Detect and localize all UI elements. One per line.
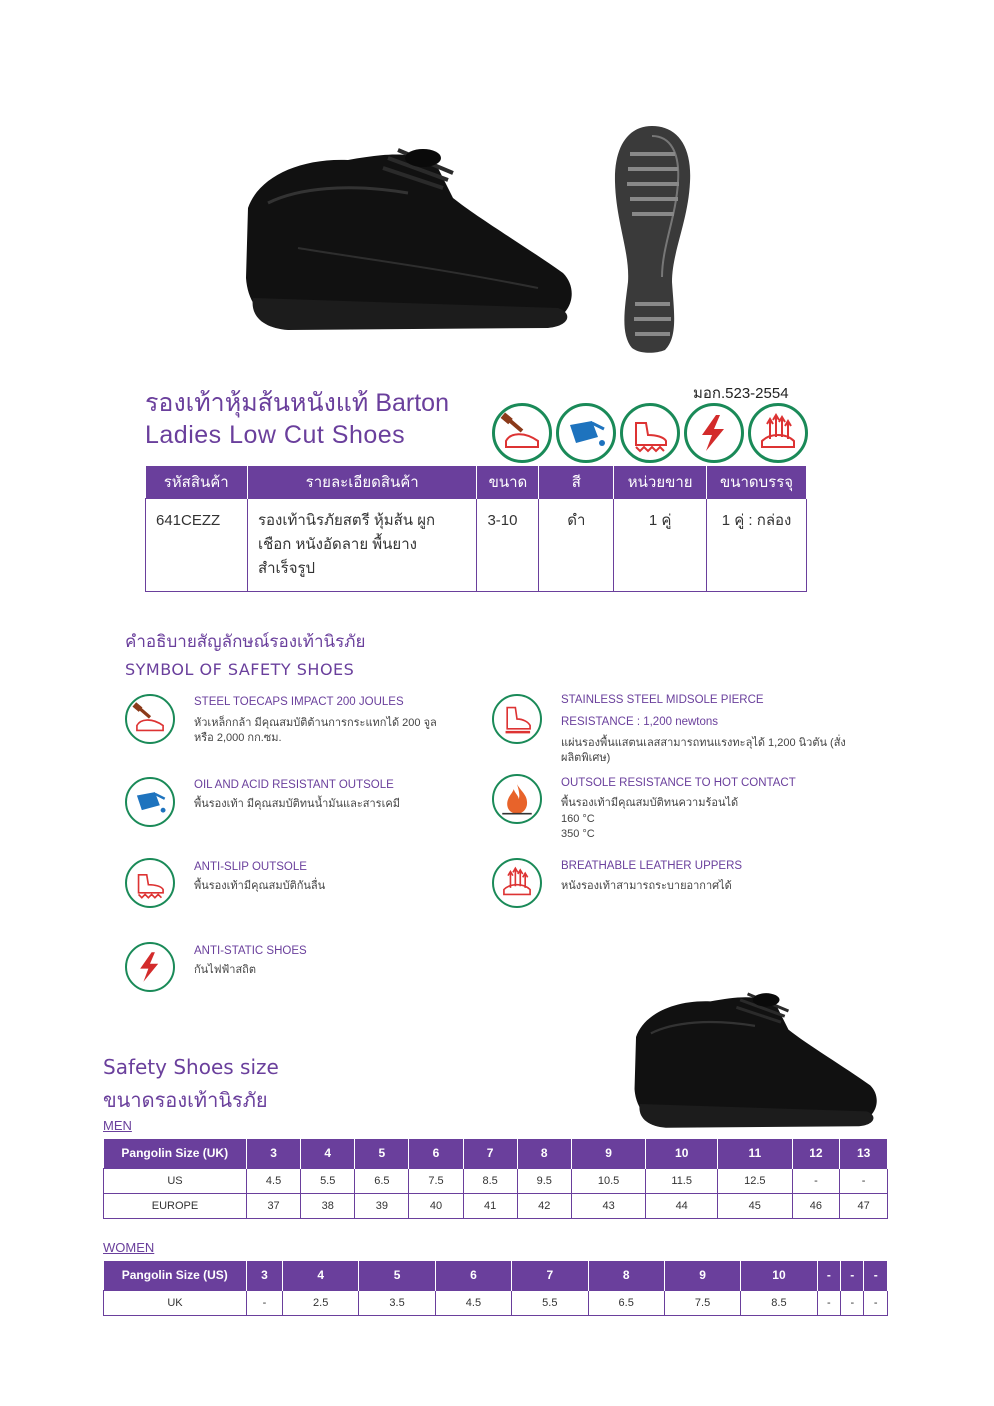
cell: 4.5: [435, 1290, 511, 1315]
symbol-title: ANTI-SLIP OUTSOLE: [194, 861, 307, 873]
men-header-cell: 7: [463, 1139, 517, 1168]
women-header-cell: 10: [741, 1261, 817, 1290]
men-header-cell: 6: [409, 1139, 463, 1168]
women-header-cell: 3: [247, 1261, 283, 1290]
standard-code: มอก.523-2554: [693, 385, 789, 402]
cell: 38: [301, 1193, 355, 1218]
men-header-cell: 11: [718, 1139, 792, 1168]
cell: US: [104, 1168, 247, 1193]
symbol-desc: พื้นรองเท้า มีคุณสมบัติทนน้ำมันและสารเคมี: [194, 798, 400, 810]
symbol-title: BREATHABLE LEATHER UPPERS: [561, 860, 743, 872]
table-row: [104, 1290, 888, 1315]
men-size-table: [103, 1139, 888, 1219]
cell: 6.5: [355, 1168, 409, 1193]
women-header-cell: 4: [283, 1261, 359, 1290]
cell: 40: [409, 1193, 463, 1218]
cell-detail: รองเท้านิรภัยสตรี หุ้มส้น ผูกเชือก หนังอัดลาย พื้นยางสำเร็จรูป: [247, 498, 477, 591]
symbols-heading-th: คำอธิบายสัญลักษณ์รองเท้านิรภัย: [125, 632, 366, 652]
cell: -: [841, 1290, 864, 1315]
col-size: ขนาด: [477, 466, 539, 498]
breathable-icon: [492, 858, 542, 908]
cell: 5.5: [301, 1168, 355, 1193]
cell: 8.5: [463, 1168, 517, 1193]
size-heading-en: Safety Shoes size: [103, 1055, 279, 1079]
symbol-title: ANTI-STATIC SHOES: [194, 945, 307, 957]
cell: -: [817, 1290, 840, 1315]
cell: 6.5: [588, 1290, 664, 1315]
symbol-title: OIL AND ACID RESISTANT OUTSOLE: [194, 779, 394, 791]
table-row: [146, 498, 807, 591]
steel-toecap-icon: [125, 694, 175, 744]
cell: 3.5: [359, 1290, 435, 1315]
cell: 7.5: [409, 1168, 463, 1193]
women-size-table: [103, 1261, 888, 1316]
anti-static-icon: [684, 403, 744, 463]
cell-code: 641CEZZ: [146, 498, 248, 591]
cell-pack: 1 คู่ : กล่อง: [707, 498, 807, 591]
cell: 41: [463, 1193, 517, 1218]
cell: 43: [571, 1193, 645, 1218]
cell: 12.5: [718, 1168, 792, 1193]
anti-slip-icon: [620, 403, 680, 463]
symbol-desc: หัวเหล็กกล้า มีคุณสมบัติต้านการกระแทกได้ 200 จูล หรือ 2,000 กก.ซม.: [194, 717, 437, 744]
cell: 44: [646, 1193, 718, 1218]
oil-acid-icon: [556, 403, 616, 463]
cell-color: ดำ: [539, 498, 614, 591]
women-label: WOMEN: [103, 1240, 155, 1255]
size-heading-th: ขนาดรองเท้านิรภัย: [103, 1088, 268, 1112]
women-header-cell: 5: [359, 1261, 435, 1290]
cell: 11.5: [646, 1168, 718, 1193]
cell: 39: [355, 1193, 409, 1218]
col-unit: หน่วยขาย: [614, 466, 707, 498]
women-header-cell: 8: [588, 1261, 664, 1290]
anti-slip-icon: [125, 858, 175, 908]
cell: 7.5: [664, 1290, 740, 1315]
steel-toecap-icon: [492, 403, 552, 463]
hot-contact-icon: [492, 774, 542, 824]
table-row: [104, 1168, 888, 1193]
men-header-cell: 3: [247, 1139, 301, 1168]
symbol-title: STEEL TOECAPS IMPACT 200 JOULES: [194, 696, 404, 708]
cell-size: 3-10: [477, 498, 539, 591]
cell: -: [247, 1290, 283, 1315]
symbol-desc: พื้นรองเท้ามีคุณสมบัติกันลื่น: [194, 880, 326, 892]
women-header-cell: Pangolin Size (US): [104, 1261, 247, 1290]
women-header-cell: 9: [664, 1261, 740, 1290]
men-header-cell: 5: [355, 1139, 409, 1168]
women-header-cell: 7: [512, 1261, 588, 1290]
symbol-desc: หนังรองเท้าสามารถระบายอากาศได้: [561, 880, 732, 892]
symbol-desc-temp-2: 350 °C: [561, 828, 595, 840]
table-row: [104, 1193, 888, 1218]
col-code: รหัสสินค้า: [146, 466, 248, 498]
men-header-cell: 12: [792, 1139, 840, 1168]
symbol-desc: แผ่นรองพื้นแสตนเลสสามารถทนแรงทะลุได้ 1,200 นิวตัน (สั่งผลิตพิเศษ): [561, 737, 846, 764]
symbol-title: STAINLESS STEEL MIDSOLE PIERCE: [561, 694, 764, 706]
cell: 4.5: [247, 1168, 301, 1193]
cell-unit: 1 คู่: [614, 498, 707, 591]
product-title-th: รองเท้าหุ้มส้นหนังแท้ Barton: [145, 389, 449, 417]
cell: 45: [718, 1193, 792, 1218]
product-table: [145, 466, 807, 592]
men-header-cell: Pangolin Size (UK): [104, 1139, 247, 1168]
women-header-cell: -: [841, 1261, 864, 1290]
men-header-cell: 4: [301, 1139, 355, 1168]
men-label: MEN: [103, 1118, 132, 1133]
oil-acid-icon: [125, 777, 175, 827]
anti-static-icon: [125, 942, 175, 992]
shoe-side-image: [238, 138, 578, 333]
cell: 5.5: [512, 1290, 588, 1315]
cell: EUROPE: [104, 1193, 247, 1218]
men-header-cell: 8: [517, 1139, 571, 1168]
cell: -: [840, 1168, 888, 1193]
midsole-pierce-icon: [492, 694, 542, 744]
symbol-desc-temp-1: 160 °C: [561, 813, 595, 825]
women-header-cell: -: [817, 1261, 840, 1290]
shoe-side-image-small: [626, 985, 884, 1130]
symbol-desc: พื้นรองเท้ามีคุณสมบัติทนความร้อนได้: [561, 797, 739, 809]
cell: 46: [792, 1193, 840, 1218]
cell: 37: [247, 1193, 301, 1218]
cell: -: [792, 1168, 840, 1193]
col-pack: ขนาดบรรจุ: [707, 466, 807, 498]
women-header-cell: 6: [435, 1261, 511, 1290]
cell: 2.5: [283, 1290, 359, 1315]
cell: 42: [517, 1193, 571, 1218]
cell: -: [864, 1290, 888, 1315]
symbol-title: OUTSOLE RESISTANCE TO HOT CONTACT: [561, 777, 796, 789]
symbol-title-2: RESISTANCE : 1,200 newtons: [561, 716, 719, 728]
symbol-desc: กันไฟฟ้าสถิต: [194, 964, 256, 976]
cell: UK: [104, 1290, 247, 1315]
cell: 9.5: [517, 1168, 571, 1193]
product-title-en: Ladies Low Cut Shoes: [145, 421, 406, 449]
shoe-sole-image: [610, 122, 695, 354]
cell: 8.5: [741, 1290, 817, 1315]
col-detail: รายละเอียดสินค้า: [247, 466, 477, 498]
men-header-cell: 10: [646, 1139, 718, 1168]
col-color: สี: [539, 466, 614, 498]
breathable-icon: [748, 403, 808, 463]
men-header-cell: 13: [840, 1139, 888, 1168]
symbols-heading-en: SYMBOL OF SAFETY SHOES: [125, 660, 355, 679]
cell: 47: [840, 1193, 888, 1218]
men-header-cell: 9: [571, 1139, 645, 1168]
women-header-cell: -: [864, 1261, 888, 1290]
cell: 10.5: [571, 1168, 645, 1193]
